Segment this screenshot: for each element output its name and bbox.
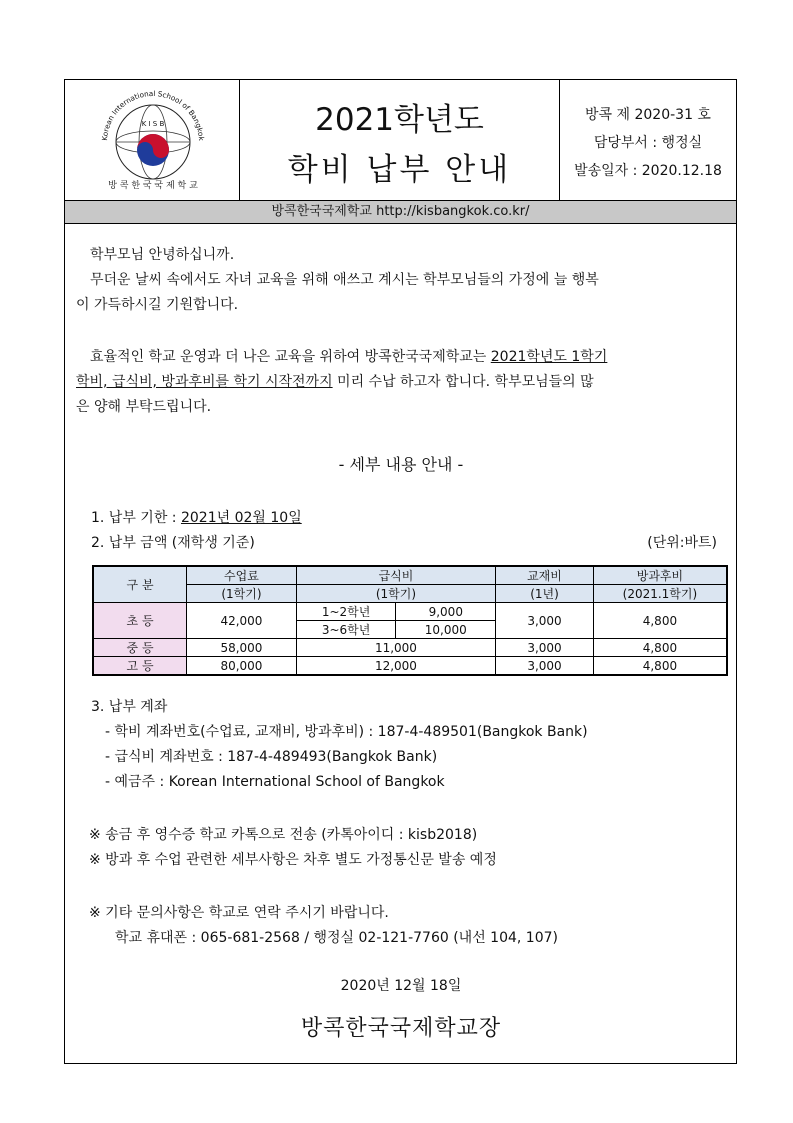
intro-line: 은 양해 부탁드립니다. — [76, 399, 212, 415]
notes-block — [89, 823, 739, 873]
table-row — [93, 603, 727, 621]
deadline-line — [91, 506, 741, 531]
greeting-line: 이 가득하시길 기원합니다. — [76, 297, 239, 313]
meal-account: - 급식비 계좌번호 : 187-4-489493(Bangkok Bank) — [105, 749, 438, 765]
footer-date: 2020년 12월 18일 — [340, 978, 462, 994]
row-label-elementary: 초 등 — [93, 603, 187, 639]
fee-table — [92, 565, 728, 676]
school-url-bar: 방콕한국국제학교 http://kisbangkok.co.kr/ — [65, 201, 736, 224]
cell-meal-value: 10,000 — [396, 621, 496, 639]
contact-line: ※ 기타 문의사항은 학교로 연락 주시기 바랍니다. — [89, 905, 389, 921]
intro-text: 효율적인 학교 운영과 더 나은 교육을 위하여 방콕한국국제학교는 — [90, 349, 491, 365]
table-row — [93, 657, 727, 676]
greeting-block — [76, 243, 726, 318]
table-row — [93, 639, 727, 657]
header-tuition: 수업료 — [187, 566, 297, 585]
intro-text: 미리 수납 하고자 합니다. 학부모님들의 많 — [332, 374, 594, 390]
header-category: 구 분 — [93, 566, 187, 603]
row-label-high: 고 등 — [93, 657, 187, 676]
document-title-year: 2021학년도 — [315, 102, 484, 138]
document-frame — [64, 79, 737, 1064]
accounts-title: 3. 납부 계좌 — [91, 699, 168, 715]
cell-meal: 12,000 — [296, 657, 495, 676]
header-meal-sub: (1학기) — [296, 585, 495, 603]
intro-block — [76, 345, 726, 420]
cell-textbook: 3,000 — [496, 639, 594, 657]
row-label-middle: 중 등 — [93, 639, 187, 657]
cell-meal-grade: 1~2학년 — [296, 603, 396, 621]
note-line: ※ 송금 후 영수증 학교 카톡으로 전송 (카톡아이디 : kisb2018) — [89, 827, 478, 843]
section-title: - 세부 내용 안내 - — [338, 455, 464, 474]
cell-meal: 11,000 — [296, 639, 495, 657]
amount-label: 2. 납부 금액 (재학생 기준) — [91, 535, 255, 551]
logo-ring-text: Korean International School of Bangkok — [99, 88, 207, 142]
cell-meal-value: 9,000 — [396, 603, 496, 621]
cell-afterschool: 4,800 — [593, 603, 727, 639]
document-title: 학비 납부 안내 — [287, 152, 512, 188]
cell-afterschool: 4,800 — [593, 639, 727, 657]
table-header-row — [93, 566, 727, 585]
footer-signature: 방콕한국국제학교장 — [300, 1016, 502, 1041]
unit-label: (단위:바트) — [647, 535, 717, 551]
header-meal: 급식비 — [296, 566, 495, 585]
header-textbook: 교재비 — [496, 566, 594, 585]
accounts-block — [91, 695, 741, 795]
department: 담당부서 : 행정실 — [593, 135, 703, 151]
cell-textbook: 3,000 — [496, 657, 594, 676]
cell-meal-grade: 3~6학년 — [296, 621, 396, 639]
intro-line — [76, 345, 726, 370]
title-cell — [240, 80, 560, 200]
note-line: ※ 방과 후 수업 관련한 세부사항은 차후 별도 가정통신문 발송 예정 — [89, 852, 497, 868]
cell-textbook: 3,000 — [496, 603, 594, 639]
table-header-row — [93, 585, 727, 603]
cell-tuition: 42,000 — [187, 603, 297, 639]
logo-korean-name: 방 콕 한 국 국 제 학 교 — [108, 181, 198, 191]
cell-afterschool: 4,800 — [593, 657, 727, 676]
cell-tuition: 58,000 — [187, 639, 297, 657]
contact-phone-line: 학교 휴대폰 : 065-681-2568 / 행정실 02-121-7760 (내선 104, 107) — [115, 930, 558, 946]
logo-cell — [65, 80, 240, 200]
school-logo — [65, 80, 240, 200]
account-holder: - 예금주 : Korean International School of Bangkok — [105, 774, 445, 790]
amount-line — [91, 531, 727, 556]
meta-cell — [560, 80, 736, 200]
deadline-value: 2021년 02월 10일 — [180, 510, 302, 526]
greeting-line: 무더운 날씨 속에서도 자녀 교육을 위해 애쓰고 계시는 학부모님들의 가정에 늘 행복 — [90, 272, 599, 288]
document-number: 방콕 제 2020-31 호 — [585, 107, 711, 123]
header-textbook-sub: (1년) — [496, 585, 594, 603]
taegeuk-emblem — [137, 134, 169, 166]
cell-tuition: 80,000 — [187, 657, 297, 676]
header — [65, 80, 736, 201]
header-afterschool: 방과후비 — [593, 566, 727, 585]
logo-initials: K I S B — [141, 120, 165, 128]
contact-block — [89, 901, 739, 951]
deadline-label: 1. 납부 기한 : — [91, 510, 181, 526]
intro-underlined: 학비, 급식비, 방과후비를 학기 시작전까지 — [76, 374, 333, 390]
header-afterschool-sub: (2021.1학기) — [593, 585, 727, 603]
header-tuition-sub: (1학기) — [187, 585, 297, 603]
intro-line — [76, 370, 726, 395]
intro-underlined: 2021학년도 1학기 — [490, 349, 608, 365]
issue-date: 발송일자 : 2020.12.18 — [574, 163, 722, 179]
greeting-line: 학부모님 안녕하십니까. — [90, 247, 235, 263]
tuition-account: - 학비 계좌번호(수업료, 교재비, 방과후비) : 187-4-489501(Bangkok Bank) — [105, 724, 588, 740]
